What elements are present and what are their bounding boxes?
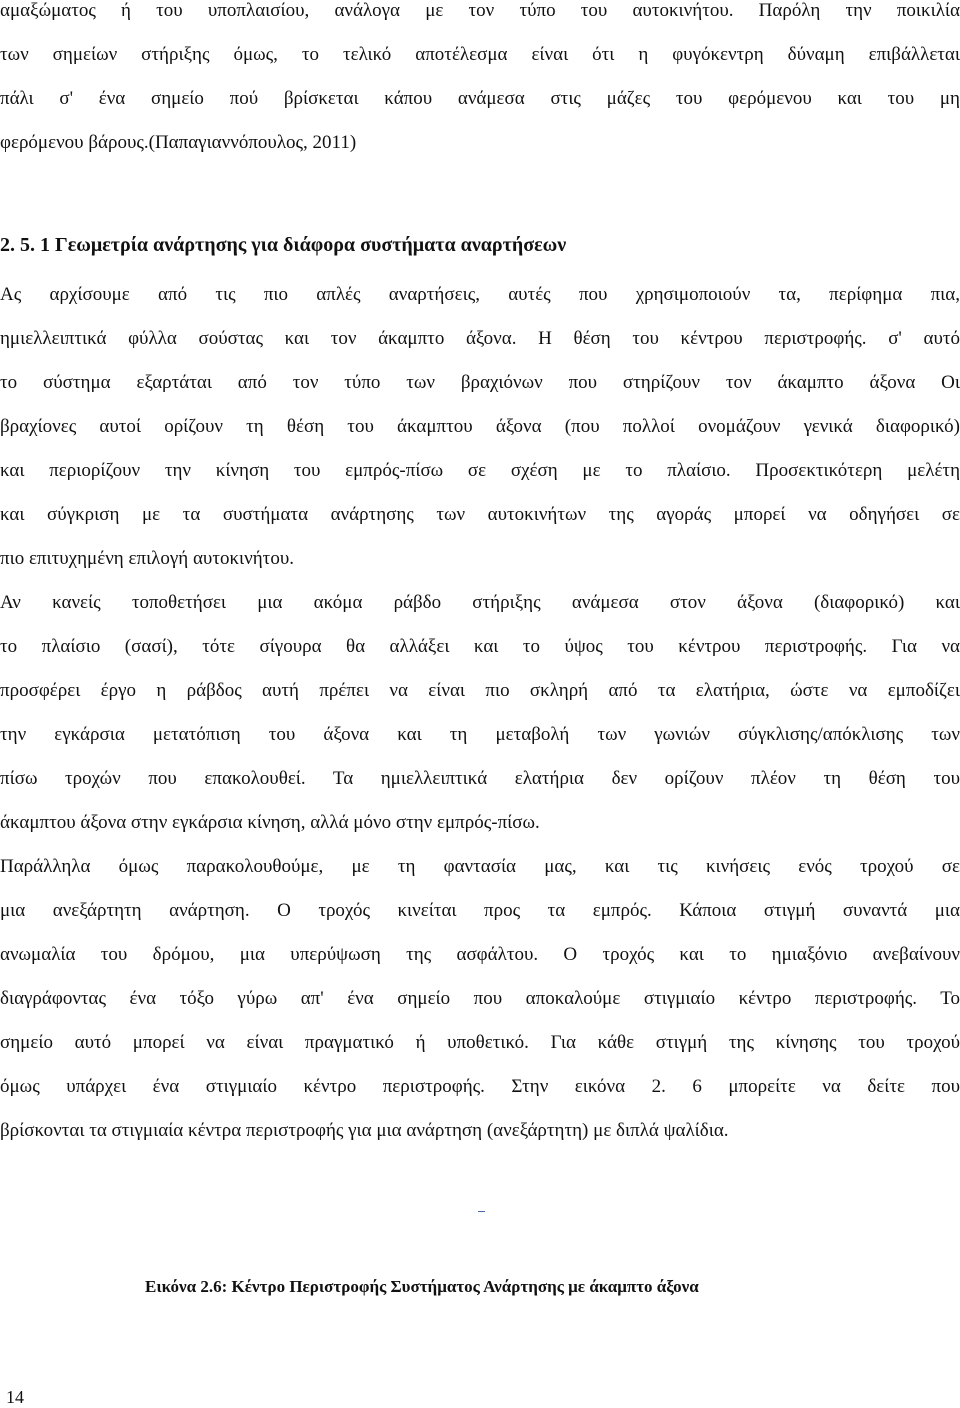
- text-line: φερόμενου βάρους.(Παπαγιαννόπουλος, 2011): [0, 132, 357, 153]
- figure-caption: Εικόνα 2.6: Κέντρο Περιστροφής Συστήματος Ανάρτησης με άκαμπτο άξονα: [145, 1277, 699, 1296]
- text-line: Παράλληλα όμως παρακολουθούμε, με τη φαντασία μας, και τις κινήσεις ενός τροχού σε: [0, 856, 960, 877]
- text-line: Αν κανείς τοποθετήσει μια ακόμα ράβδο στήριξης ανάμεσα στον άξονα (διαφορικό) και: [0, 592, 960, 613]
- text-line: άκαμπτου άξονα στην εγκάρσια κίνηση, αλλά μόνο στην εμπρός-πίσω.: [0, 812, 540, 833]
- text-line: ανωμαλία του δρόμου, μια υπερύψωση της ασφάλτου. Ο τροχός και το ημιαξόνιο ανεβαίνουν: [0, 944, 960, 965]
- text-line: πάλι σ' ένα σημείο πού βρίσκεται κάπου ανάμεσα στις μάζες του φερόμενου και του μη: [0, 88, 960, 109]
- text-line: βρίσκονται τα στιγμιαία κέντρα περιστροφής για μια ανάρτηση (ανεξάρτητη) με διπλά ψαλίδια.: [0, 1120, 729, 1141]
- page-number: 14: [6, 1387, 24, 1407]
- text-line: όμως υπάρχει ένα στιγμιαίο κέντρο περιστροφής. Στην εικόνα 2. 6 μπορείτε να δείτε που: [0, 1076, 960, 1097]
- text-line: βραχίονες αυτοί ορίζουν τη θέση του άκαμπτου άξονα (που πολλοί ονομάζουν γενικά διαφορικό): [0, 416, 960, 437]
- text-line: την εγκάρσια μετατόπιση του άξονα και τη μεταβολή των γωνιών σύγκλισης/απόκλισης των: [0, 724, 960, 745]
- text-line: και περιορίζουν την κίνηση του εμπρός-πίσω σε σχέση με το πλαίσιο. Προσεκτικότερη μελέτη: [0, 460, 960, 481]
- text-line: πιο επιτυχημένη επιλογή αυτοκινήτου.: [0, 548, 294, 569]
- text-line: και σύγκριση με τα συστήματα ανάρτησης των αυτοκινήτων της αγοράς μπορεί να οδηγήσει σε: [0, 504, 960, 525]
- text-line: μια ανεξάρτητη ανάρτηση. Ο τροχός κινείται προς τα εμπρός. Κάποια στιγμή συναντά μια: [0, 900, 960, 921]
- text-line: το πλαίσιο (σασί), τότε σίγουρα θα αλλάξει και το ύψος του κέντρου περιστροφής. Για να: [0, 636, 960, 657]
- text-line: Ας αρχίσουμε από τις πιο απλές αναρτήσεις, αυτές που χρησιμοποιούν τα, περίφημα πια,: [0, 284, 960, 305]
- section-heading: 2. 5. 1 Γεωμετρία ανάρτησης για διάφορα συστήματα αναρτήσεων: [0, 234, 567, 256]
- text-line: ημιελλειπτικά φύλλα σούστας και τον άκαμπτο άξονα. Η θέση του κέντρου περιστροφής. σ' αυτό: [0, 328, 960, 349]
- text-line: το σύστημα εξαρτάται από τον τύπο των βραχιόνων που στηρίζουν τον άκαμπτο άξονα Οι: [0, 372, 960, 393]
- figure-image: [478, 1211, 485, 1212]
- text-line: αμαξώματος ή του υποπλαισίου, ανάλογα με τον τύπο του αυτοκινήτου. Παρόλη την ποικιλία: [0, 0, 960, 21]
- text-line: πίσω τροχών που επακολουθεί. Τα ημιελλειπτικά ελατήρια δεν ορίζουν πλέον τη θέση του: [0, 768, 960, 789]
- text-line: σημείο αυτό μπορεί να είναι πραγματικό ή υποθετικό. Για κάθε στιγμή της κίνησης του τροχού: [0, 1032, 960, 1053]
- text-line: των σημείων στήριξης όμως, το τελικό αποτέλεσμα είναι ότι η φυγόκεντρη δύναμη επιβάλλεται: [0, 44, 960, 65]
- text-line: διαγράφοντας ένα τόξο γύρω απ' ένα σημείο που αποκαλούμε στιγμιαίο κέντρο περιστροφής. Το: [0, 988, 960, 1009]
- text-line: προσφέρει έργο η ράβδος αυτή πρέπει να είναι πιο σκληρή από τα ελατήρια, ώστε να εμποδίζει: [0, 680, 960, 701]
